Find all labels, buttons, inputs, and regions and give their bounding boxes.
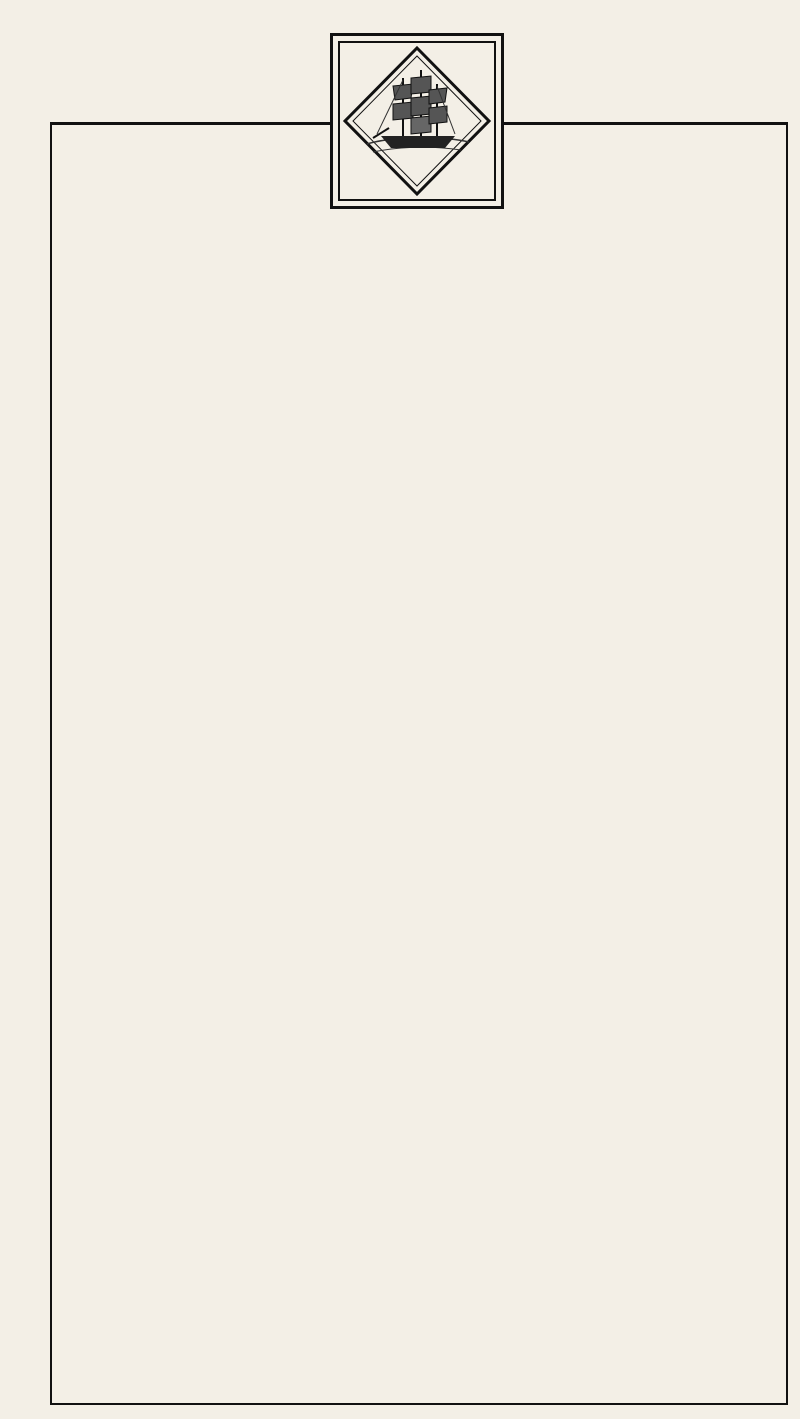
ship-emblem	[330, 33, 504, 209]
ship-icon	[333, 36, 501, 206]
fate-table	[50, 122, 788, 1405]
